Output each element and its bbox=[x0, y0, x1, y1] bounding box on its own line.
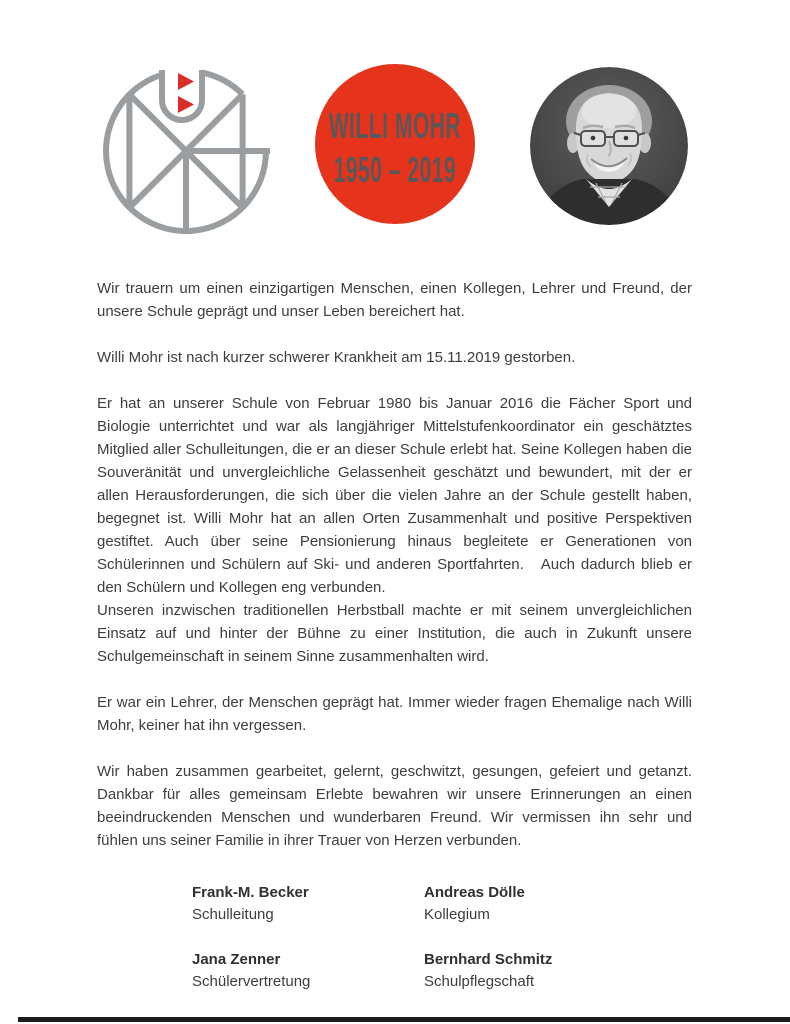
signature-role: Schulleitung bbox=[192, 906, 274, 923]
signature-entry bbox=[192, 882, 424, 926]
obituary-paragraph: Willi Mohr ist nach kurzer schwerer Krankheit am 15.11.2019 gestorben. bbox=[97, 349, 576, 366]
badge-years: 1950 – 2019 bbox=[333, 149, 457, 190]
memorial-badge bbox=[315, 64, 475, 224]
signature-entry bbox=[424, 882, 692, 926]
signature-name: Andreas Dölle bbox=[424, 884, 525, 901]
obituary-paragraph: Wir haben zusammen gearbeitet, gelernt, geschwitzt, gesungen, gefeiert und getanzt. Dankbar für alles gemeinsam Erlebte bewahren wir unsere Erinnerungen an einen beeindruckenden Menschen und wunderbaren Freund. Wir vermissen ihn sehr und fühlen uns seiner Familie in ihrer Trauer von Herzen verbunden. bbox=[97, 763, 692, 849]
signature-role: Schülervertretung bbox=[192, 973, 311, 990]
obituary-text bbox=[97, 277, 692, 993]
signature-name: Frank-M. Becker bbox=[192, 884, 309, 901]
signature-name: Bernhard Schmitz bbox=[424, 951, 553, 968]
badge-name: WILLI MOHR bbox=[328, 105, 462, 146]
signature-block bbox=[97, 882, 692, 993]
obituary-paragraph: Er war ein Lehrer, der Menschen geprägt hat. Immer wieder fragen Ehemalige nach Willi Mohr, keiner hat ihn vergessen. bbox=[97, 694, 692, 734]
logo-red-arrows-icon bbox=[178, 73, 194, 113]
obituary-paragraph: Unseren inzwischen traditionellen Herbstball machte er mit seinem unvergleichlichen Einsatz auf und hinter der Bühne zu einer Institution, die auch in Zukunft unsere Schulgemeinschaft in seinem Sinne zusammenhalten wird. bbox=[97, 602, 692, 665]
signature-role: Schulpflegschaft bbox=[424, 973, 535, 990]
signature-entry bbox=[192, 949, 424, 993]
obituary-paragraph: Er hat an unserer Schule von Februar 1980 bis Januar 2016 die Fächer Sport und Biologie unterrichtet und war als langjähriger Mittelstufenkoordinator ein geschätztes Mitglied aller Schulleitungen, die er an dieser Schule erlebt hat. Seine Kollegen haben die Souveränität und unvergleichliche Gelassenheit geschätzt und bewundert, mit der er allen Herausforderungen, die sich über die vielen Jahre an der Schule gestellt haben, begegnet ist. Willi Mohr hat an allen Orten Zusammenhalt und positive Perspektiven gestiftet. Auch über seine Pensionierung hinaus begleitete er Generationen von Schülerinnen und Schülern auf Ski- und anderen Sportfahrten. Auch dadurch blieb er den Schülern und Kollegen eng verbunden. bbox=[97, 395, 692, 596]
signature-entry bbox=[424, 949, 692, 993]
portrait-photo bbox=[530, 67, 688, 225]
signature-role: Kollegium bbox=[424, 906, 490, 923]
signature-name: Jana Zenner bbox=[192, 951, 281, 968]
memorial-badge-text bbox=[329, 96, 461, 192]
page-header bbox=[0, 0, 790, 273]
school-logo-icon bbox=[96, 51, 276, 241]
obituary-paragraph: Wir trauern um einen einzigartigen Menschen, einen Kollegen, Lehrer und Freund, der unsere Schule geprägt und unser Leben bereichert hat. bbox=[97, 280, 692, 320]
page-bottom-rule bbox=[18, 1017, 790, 1022]
